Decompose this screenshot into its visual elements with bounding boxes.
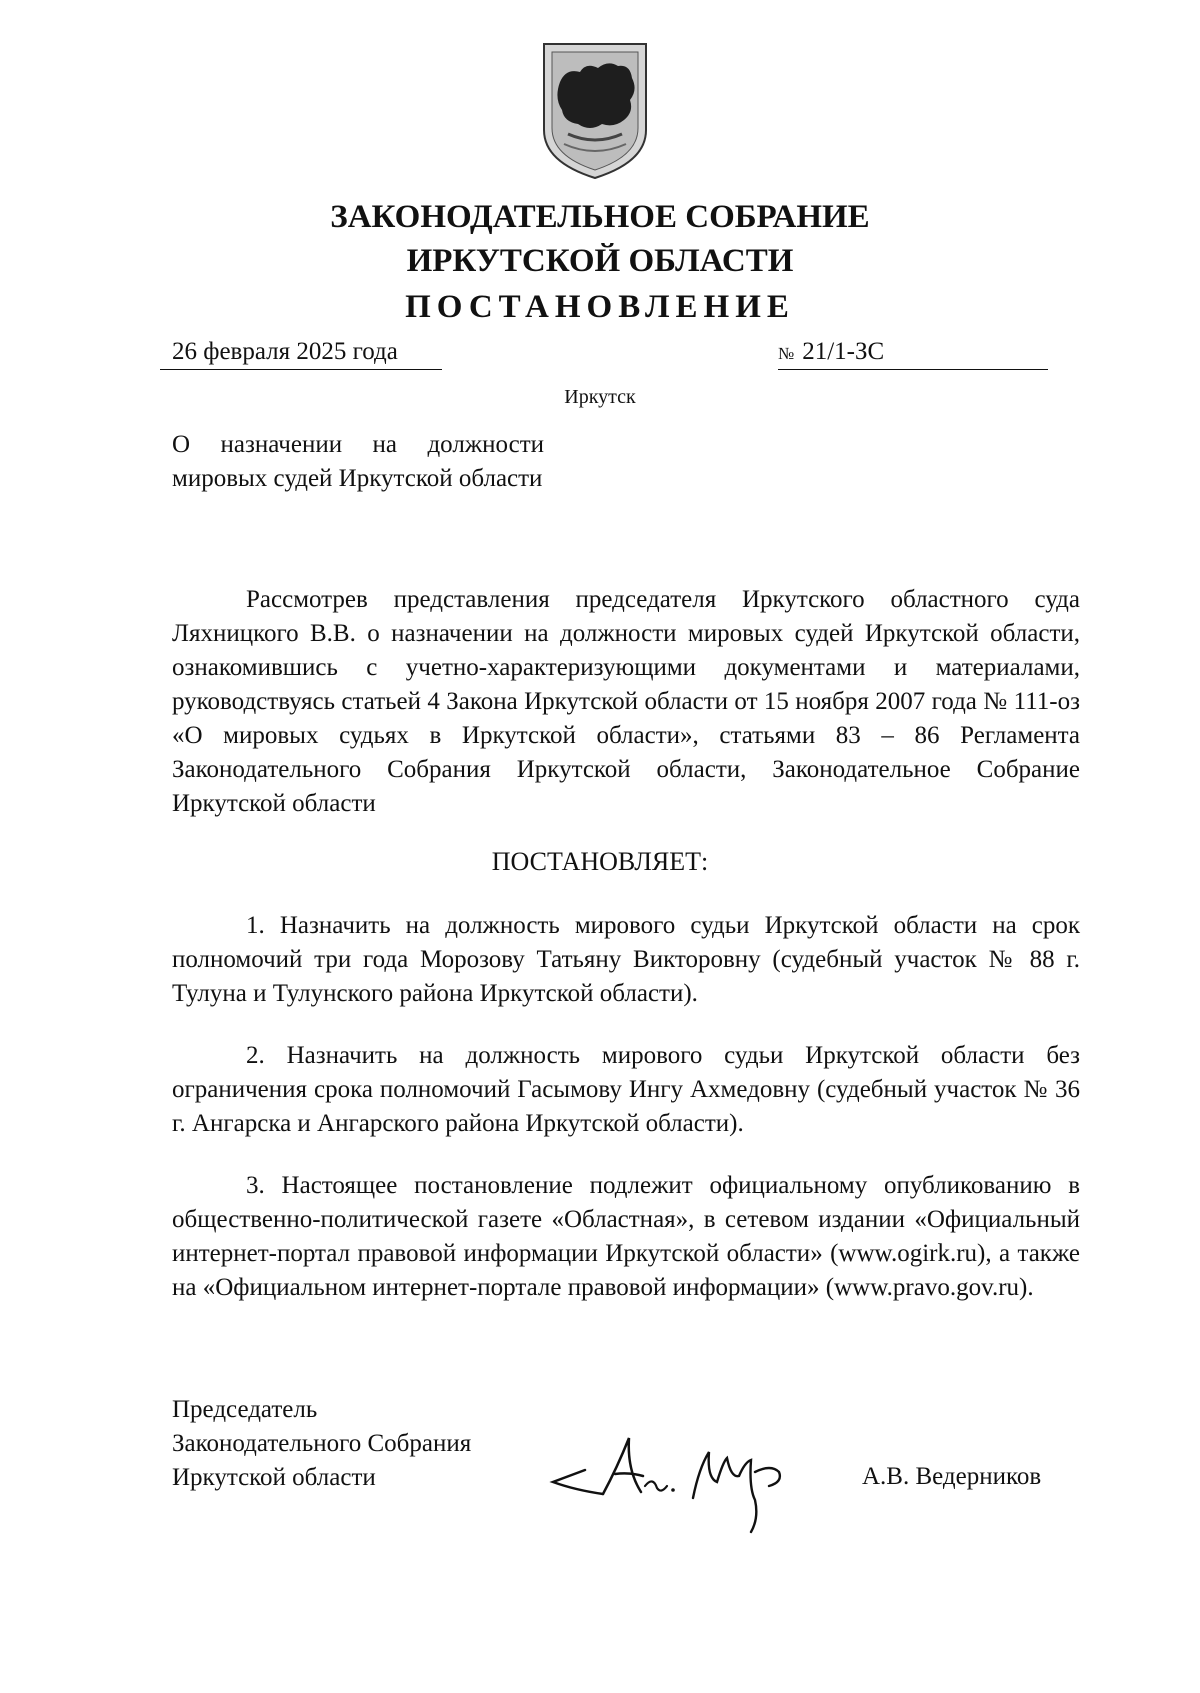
document-city: Иркутск xyxy=(564,386,636,408)
document-header xyxy=(0,195,1200,329)
coat-of-arms-icon xyxy=(538,38,652,182)
decree-item-1: 1. Назначить на должность мирового судьи Иркутской области на срок полномочий три года Морозову Татьяну Викторовну (судебный участок № 88 г. Тулуна и Тулунского района Иркутской области). xyxy=(172,912,1080,1007)
org-name-line2: ИРКУТСКОЙ ОБЛАСТИ xyxy=(406,243,794,279)
number-sign: № xyxy=(778,344,795,363)
decree-item-3: 3. Настоящее постановление подлежит официальному опубликованию в общественно-политической газете «Областная», в сетевом издании «Официальный интернет-портал правовой информации Иркутской области» (www.ogirk.ru), а также на «Официальном интернет-портале правовой информации» (www.pravo.gov.ru). xyxy=(172,1172,1080,1301)
decree-item-2: 2. Назначить на должность мирового судьи Иркутской области без ограничения срока полномочий Гасымову Ингу Ахмедовну (судебный участок № 36 г. Ангарска и Ангарского района Иркутской области). xyxy=(172,1042,1080,1137)
document-number-field xyxy=(778,338,1048,370)
document-date: 26 февраля 2025 года xyxy=(160,338,442,370)
signatory-title-line2: Законодательного Собрания xyxy=(172,1430,472,1457)
document-number: 21/1-ЗС xyxy=(802,338,885,365)
signatory-title xyxy=(172,1393,552,1495)
signatory-title-line3: Иркутской области xyxy=(172,1464,376,1491)
signatory-title-line1: Председатель xyxy=(172,1396,318,1423)
decree-heading: ПОСТАНОВЛЯЕТ: xyxy=(491,847,709,876)
document-subject: О назначении на должности мировых судей Иркутской области xyxy=(172,431,544,492)
intro-paragraph: Рассмотрев представления председателя Иркутского областного суда Ляхницкого В.В. о назначении на должности мировых судей Иркутской области, ознакомившись с учетно-характеризующими документами и материалами, руководствуясь статьей 4 Закона Иркутской области от 15 ноября 2007 года № 111-оз «О мировых судьях в Иркутской области», статьями 83 – 86 Регламента Законодательного Собрания Иркутской области, Законодательное Собрание Иркутской области xyxy=(172,586,1080,817)
org-name-line1: ЗАКОНОДАТЕЛЬНОЕ СОБРАНИЕ xyxy=(330,199,870,235)
handwritten-signature-icon xyxy=(545,1428,830,1538)
signatory-name: А.В. Ведерников xyxy=(862,1463,1042,1490)
document-type: ПОСТАНОВЛЕНИЕ xyxy=(405,289,795,325)
